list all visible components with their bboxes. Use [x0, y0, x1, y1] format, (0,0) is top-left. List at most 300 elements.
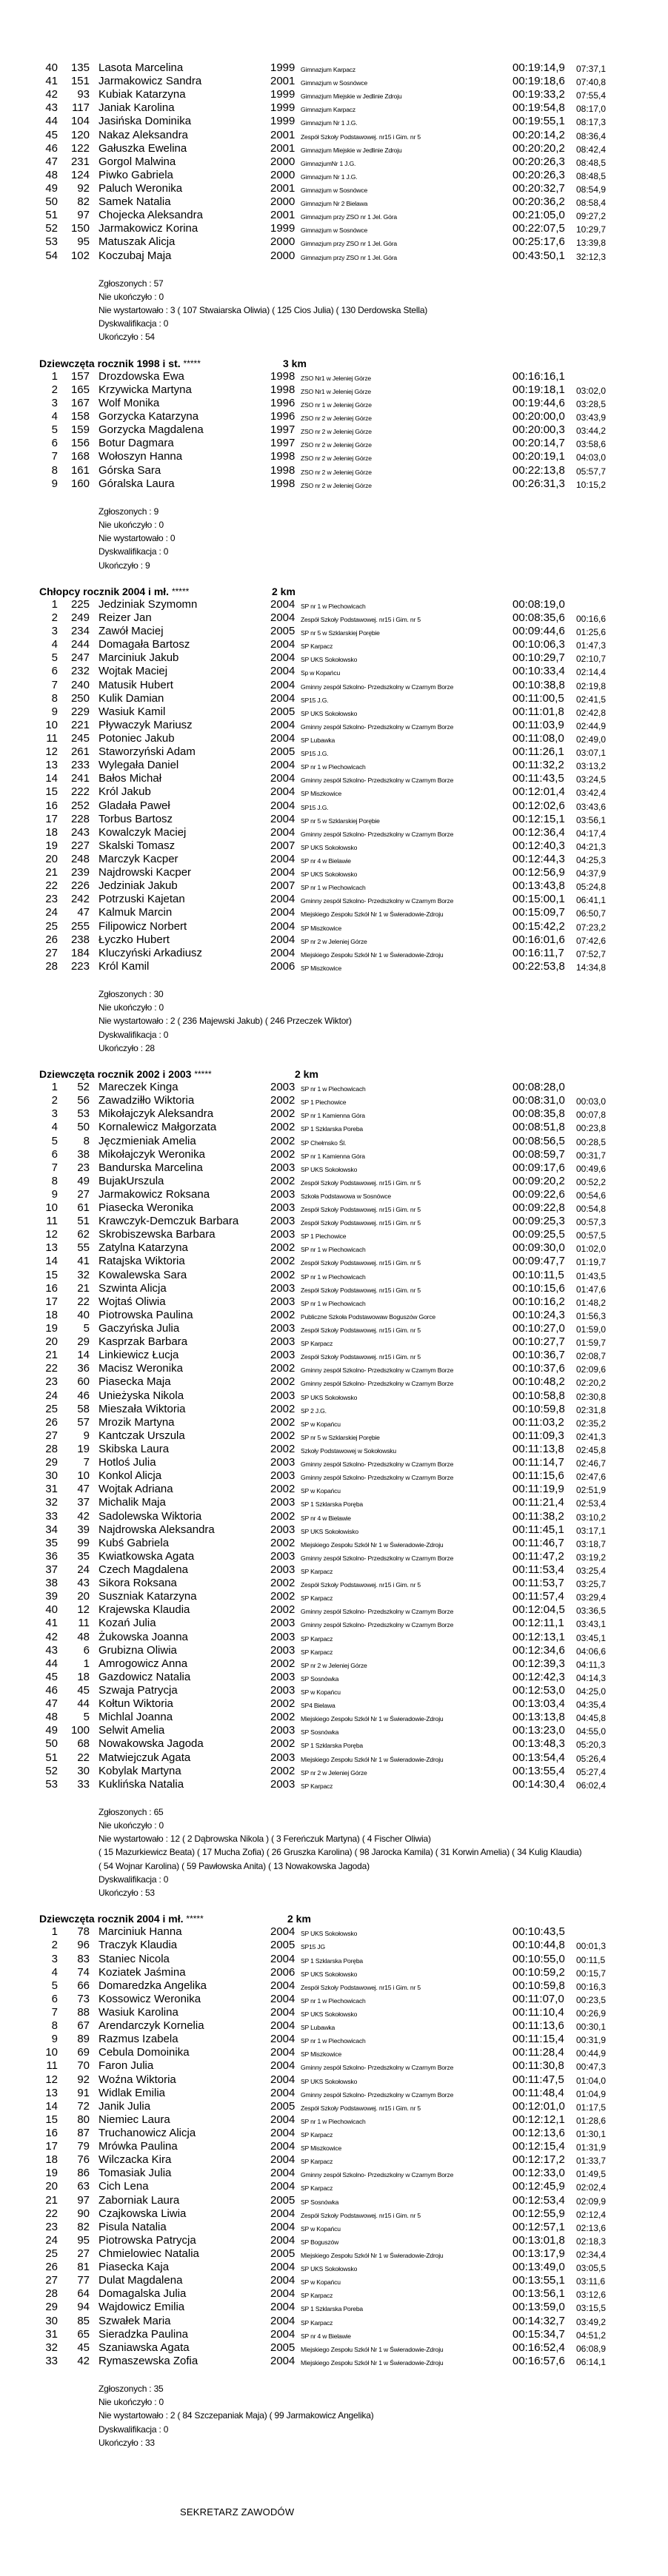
result-row	[0, 879, 668, 893]
result-row	[0, 1228, 668, 1241]
school-cell: Miejskiego Zespołu Szkół Nr 1 w Świeradowie-Zdroju	[301, 2358, 444, 2367]
name-cell: Cebula Domoinika	[98, 2046, 190, 2059]
result-row	[0, 1644, 668, 1657]
time-cell: 00:09:47,7	[512, 1255, 565, 1268]
school-cell: Publiczne Szkoła Podstawowaw Boguszów Gorce	[301, 1312, 435, 1321]
time-cell: 00:11:00,5	[512, 691, 564, 705]
name-cell: Chojecka Aleksandra	[98, 209, 203, 222]
time-cell: 00:13:43,8	[512, 879, 565, 893]
school-cell: Gimnazjum Nr 2 Bielawa	[301, 200, 368, 208]
school-cell: SP 1 Szklarska Poreba	[301, 1125, 364, 1133]
bib-cell: 90	[77, 2207, 90, 2220]
name-cell: Piwko Gabriela	[98, 168, 173, 181]
year-cell: 2004	[270, 731, 295, 745]
diff-cell: 02:45,8	[576, 1445, 607, 1456]
year-cell: 2002	[270, 1402, 295, 1415]
bib-cell: 244	[70, 638, 90, 651]
place-cell: 51	[45, 1751, 58, 1764]
year-cell: 2004	[270, 718, 295, 731]
summary-line: Nie ukończyło : 0	[98, 1002, 164, 1013]
diff-cell: 01:04,9	[576, 2088, 607, 2099]
bib-cell: 184	[70, 946, 90, 959]
diff-cell: 03:25,4	[576, 1566, 607, 1576]
bib-cell: 14	[77, 1349, 90, 1362]
school-cell: SP4 Bielawa	[301, 1702, 335, 1710]
diff-cell: 07:23,2	[576, 922, 607, 933]
name-cell: Arendarczyk Kornelia	[98, 2019, 204, 2033]
diff-cell: 06:41,1	[576, 895, 607, 906]
diff-cell: 04:25,3	[576, 854, 607, 865]
diff-cell: 08:42,4	[576, 144, 607, 155]
bib-cell: 20	[77, 1590, 90, 1603]
time-cell: 00:11:01,8	[512, 705, 564, 718]
diff-cell: 03:49,2	[576, 2316, 607, 2327]
category-stars: *****	[171, 586, 190, 597]
result-row	[0, 1966, 668, 1979]
place-cell: 16	[45, 2127, 58, 2139]
summary-line: Ukończyło : 53	[98, 1887, 155, 1898]
year-cell: 2000	[270, 249, 295, 262]
bib-cell: 9	[83, 1429, 90, 1442]
bib-cell: 82	[77, 195, 90, 209]
time-cell: 00:09:30,0	[512, 1241, 565, 1255]
name-cell: Domagała Bartosz	[98, 638, 190, 651]
bib-cell: 45	[77, 1683, 90, 1697]
category-name: Dziewczęta rocznik 1998 i st.	[39, 357, 181, 369]
bib-cell: 77	[77, 2274, 90, 2287]
diff-cell: 02:10,7	[576, 654, 607, 665]
year-cell: 2003	[270, 1751, 295, 1764]
school-cell: Zespół Szkoły Podstawowej. nr15 i Gim. nr 5	[301, 1983, 421, 1991]
diff-cell: 07:55,4	[576, 90, 607, 101]
result-row	[0, 2207, 668, 2221]
school-cell: Miejskiego Zespołu Szkół Nr 1 w Świeradowie-Zdroju	[301, 2251, 444, 2259]
place-cell: 51	[45, 209, 58, 222]
place-cell: 8	[51, 1174, 58, 1187]
result-row	[0, 598, 668, 611]
diff-cell: 02:14,4	[576, 667, 607, 678]
year-cell: 2000	[270, 155, 295, 168]
diff-cell: 08:36,4	[576, 130, 607, 141]
name-cell: Gazdowicz Natalia	[98, 1670, 191, 1683]
result-row	[0, 1081, 668, 1094]
time-cell: 00:12:01,4	[512, 785, 565, 799]
year-cell: 2005	[270, 1939, 295, 1952]
diff-cell: 01:31,9	[576, 2142, 607, 2153]
result-row	[0, 2328, 668, 2341]
bib-cell: 56	[77, 1094, 90, 1107]
time-cell: 00:12:56,9	[512, 866, 565, 879]
diff-cell: 00:23,5	[576, 1994, 607, 2005]
time-cell: 00:16:57,6	[512, 2354, 565, 2367]
diff-cell: 00:15,7	[576, 1968, 607, 1979]
year-cell: 2002	[270, 1147, 295, 1161]
place-cell: 3	[51, 396, 58, 409]
name-cell: Linkiewicz Łucja	[98, 1349, 179, 1362]
bib-cell: 252	[70, 799, 90, 812]
name-cell: Kwiatkowska Agata	[98, 1549, 195, 1563]
diff-cell: 03:10,2	[576, 1512, 607, 1523]
name-cell: Czech Magdalena	[98, 1563, 188, 1576]
place-cell: 44	[45, 115, 58, 128]
bib-cell: 1	[83, 1657, 90, 1670]
bib-cell: 61	[77, 1201, 90, 1215]
school-cell: SP Sosnówka	[301, 1674, 339, 1683]
result-row	[0, 1671, 668, 1684]
result-row	[0, 1523, 668, 1537]
place-cell: 6	[51, 1147, 58, 1161]
diff-cell: 03:58,6	[576, 439, 607, 450]
result-row	[0, 370, 668, 383]
bib-cell: 27	[77, 1187, 90, 1201]
place-cell: 12	[45, 1228, 58, 1241]
diff-cell: 07:40,8	[576, 77, 607, 88]
place-cell: 26	[45, 2261, 58, 2274]
diff-cell: 05:24,8	[576, 882, 607, 893]
place-cell: 1	[51, 369, 58, 383]
name-cell: Ratajska Wiktoria	[98, 1255, 185, 1268]
school-cell: Gimnazjum Miejskie w Jedlinie Zdroju	[301, 146, 402, 154]
result-row	[0, 813, 668, 826]
bib-cell: 62	[77, 1228, 90, 1241]
year-cell: 2002	[270, 1121, 295, 1134]
place-cell: 4	[51, 410, 58, 423]
school-cell: SP Karpacz	[301, 1634, 333, 1643]
result-row	[0, 1429, 668, 1443]
name-cell: Cich Lena	[98, 2180, 149, 2193]
school-cell: SP Karpacz	[301, 1568, 333, 1575]
time-cell: 00:11:15,6	[512, 1469, 564, 1483]
bib-cell: 11	[78, 1617, 90, 1630]
time-cell: 00:11:28,4	[512, 2046, 564, 2059]
diff-cell: 03:11,6	[576, 2276, 606, 2287]
place-cell: 15	[45, 785, 58, 799]
school-cell: Gminny zespół Szkolno- Przedszkolny w Czarnym Borze	[301, 1554, 454, 1562]
school-cell: SP Karpacz	[301, 2318, 333, 2327]
bib-cell: 159	[70, 423, 90, 437]
school-cell: GimnazjumNr 1 J.G.	[301, 159, 356, 167]
year-cell: 2002	[270, 1657, 295, 1670]
name-cell: Wojtak Maciej	[98, 665, 168, 678]
result-row	[0, 2247, 668, 2261]
time-cell: 00:08:51,8	[512, 1121, 565, 1134]
school-cell: SP15 J.G.	[301, 750, 329, 758]
diff-cell: 01:30,1	[576, 2129, 607, 2139]
time-cell: 00:11:09,3	[512, 1429, 564, 1442]
name-cell: Botur Dagmara	[98, 437, 174, 450]
school-cell: SP UKS Sokołowsko	[301, 1970, 358, 1978]
result-row	[0, 1765, 668, 1778]
school-cell: Zespół Szkoły Podstawowej. nr15 i Gim. nr 5	[301, 1259, 421, 1267]
name-cell: Matwiejczuk Agata	[98, 1751, 191, 1764]
diff-cell: 02:09,6	[576, 1364, 607, 1375]
diff-cell: 05:27,4	[576, 1766, 607, 1777]
school-cell: Gminny zespół Szkolno- Przedszkolny w Czarnym Borze	[301, 777, 454, 785]
summary-line: Zgłoszonych : 30	[98, 988, 164, 999]
result-row	[0, 2355, 668, 2368]
time-cell: 00:19:44,6	[512, 396, 565, 409]
place-cell: 20	[45, 852, 58, 865]
school-cell: SP w Kopańcu	[301, 2224, 341, 2233]
diff-cell: 04:37,9	[576, 868, 607, 879]
place-cell: 40	[45, 61, 58, 74]
bib-cell: 248	[70, 852, 90, 865]
result-row	[0, 1107, 668, 1121]
result-row	[0, 1751, 668, 1765]
diff-cell: 04:55,0	[576, 1726, 607, 1737]
time-cell: 00:11:32,2	[512, 759, 564, 772]
result-row	[0, 1483, 668, 1496]
bib-cell: 72	[77, 2099, 90, 2113]
time-cell: 00:08:35,8	[512, 1107, 565, 1121]
place-cell: 4	[51, 1121, 58, 1134]
time-cell: 00:11:53,4	[512, 1563, 564, 1576]
bib-cell: 100	[70, 1724, 90, 1737]
time-cell: 00:20:00,3	[512, 423, 565, 437]
bib-cell: 27	[77, 2247, 90, 2260]
place-cell: 16	[45, 799, 58, 812]
name-cell: Król Jakub	[98, 785, 151, 799]
school-cell: Zespół Szkoły Podstawowej. nr15 i Gim. nr 5	[301, 1219, 421, 1227]
result-row	[0, 397, 668, 410]
result-row	[0, 625, 668, 638]
place-cell: 21	[45, 1349, 58, 1362]
year-cell: 2002	[270, 1509, 295, 1523]
result-row	[0, 920, 668, 933]
result-row	[0, 839, 668, 853]
bib-cell: 10	[77, 1469, 90, 1483]
bib-cell: 46	[77, 1389, 90, 1402]
bib-cell: 97	[77, 209, 90, 222]
year-cell: 2004	[270, 2301, 295, 2314]
time-cell: 00:43:50,1	[512, 249, 565, 262]
bib-cell: 250	[70, 691, 90, 705]
diff-cell: 03:05,5	[576, 2263, 607, 2274]
diff-cell: 03:19,2	[576, 1552, 607, 1563]
time-cell: 00:12:40,3	[512, 839, 565, 852]
result-row	[0, 692, 668, 705]
place-cell: 8	[51, 463, 58, 477]
result-row	[0, 464, 668, 477]
year-cell: 2004	[270, 597, 295, 611]
time-cell: 00:11:26,1	[512, 745, 564, 759]
summary-line: Zgłoszonych : 65	[98, 1806, 164, 1817]
bib-cell: 55	[77, 1241, 90, 1255]
bib-cell: 97	[77, 2193, 90, 2207]
year-cell: 2001	[270, 75, 295, 88]
diff-cell: 13:39,8	[576, 238, 607, 249]
bib-cell: 42	[77, 2354, 90, 2367]
year-cell: 1997	[270, 437, 295, 450]
school-cell: Gminny zespół Szkolno- Przedszkolny w Czarnym Borze	[301, 830, 454, 838]
name-cell: Samek Natalia	[98, 195, 171, 209]
year-cell: 2004	[270, 2059, 295, 2073]
school-cell: SP 1 Piechowice	[301, 1099, 347, 1107]
name-cell: Pisula Natalia	[98, 2220, 167, 2233]
school-cell: Miejskiego Zespołu Szkół Nr 1 w Świeradowie-Zdroju	[301, 2345, 444, 2353]
result-row	[0, 933, 668, 947]
time-cell: 00:20:00,0	[512, 410, 565, 423]
name-cell: Marciniuk Jakub	[98, 651, 179, 665]
time-cell: 00:16:01,6	[512, 933, 565, 946]
time-cell: 00:09:20,2	[512, 1174, 565, 1187]
result-row	[0, 1215, 668, 1228]
name-cell: Jarmakowicz Sandra	[98, 75, 202, 88]
result-row	[0, 719, 668, 732]
place-cell: 31	[45, 1483, 58, 1496]
bib-cell: 53	[77, 1107, 90, 1121]
place-cell: 25	[45, 1402, 58, 1415]
time-cell: 00:13:55,4	[512, 1764, 565, 1777]
name-cell: Krzywicka Martyna	[98, 383, 192, 396]
results-section	[0, 1912, 668, 2449]
time-cell: 00:09:25,5	[512, 1228, 565, 1241]
time-cell: 00:12:15,1	[512, 812, 565, 825]
year-cell: 1997	[270, 423, 295, 437]
diff-cell: 00:47,3	[576, 2062, 607, 2073]
result-row	[0, 2113, 668, 2127]
name-cell: Czajkowska Liwia	[98, 2207, 187, 2220]
time-cell: 00:09:44,6	[512, 625, 565, 638]
signature-label: SEKRETARZ ZAWODÓW	[180, 2506, 295, 2518]
name-cell: Jarmakowicz Roksana	[98, 1187, 210, 1201]
school-cell: SP Sosnówka	[301, 2198, 339, 2206]
diff-cell: 05:26,4	[576, 1753, 607, 1764]
diff-cell: 00:31,9	[576, 2035, 607, 2046]
year-cell: 2004	[270, 1992, 295, 2005]
place-cell: 1	[51, 597, 58, 611]
school-cell: Sp w Kopańcu	[301, 669, 341, 677]
result-row	[0, 906, 668, 919]
bib-cell: 33	[77, 1777, 90, 1791]
year-cell: 2004	[270, 785, 295, 799]
school-cell: SP UKS Sokołowsko	[301, 871, 358, 879]
name-cell: Staworzyński Adam	[98, 745, 196, 759]
result-row	[0, 423, 668, 437]
bib-cell: 225	[70, 597, 90, 611]
year-cell: 2003	[270, 1389, 295, 1402]
name-cell: Grubizna Oliwia	[98, 1643, 177, 1657]
bib-cell: 79	[77, 2140, 90, 2153]
time-cell: 00:22:13,8	[512, 463, 565, 477]
place-cell: 41	[45, 75, 58, 88]
time-cell: 00:10:38,8	[512, 678, 565, 691]
result-row	[0, 61, 668, 75]
school-cell: SP 2 J.G.	[301, 1406, 327, 1415]
name-cell: Gorzycka Magdalena	[98, 423, 204, 437]
time-cell: 00:08:56,5	[512, 1134, 565, 1147]
place-cell: 2	[51, 383, 58, 396]
bib-cell: 233	[70, 759, 90, 772]
school-cell: SP nr 1 w Piechowicach	[301, 602, 366, 610]
name-cell: Piotrowska Paulina	[98, 1308, 193, 1321]
school-cell: SP nr 1 Kamienna Góra	[301, 1152, 365, 1160]
school-cell: Gminny zespół Szkolno- Przedszkolny w Czarnym Borze	[301, 2064, 454, 2072]
school-cell: Zespół Szkoły Podstawowej. nr15 i Gim. nr 5	[301, 1178, 421, 1187]
place-cell: 35	[45, 1536, 58, 1549]
school-cell: Gimnazjum przy ZSO nr 1 Jel. Góra	[301, 253, 397, 261]
school-cell: Gimnazjum w Sosnówce	[301, 79, 368, 87]
name-cell: Król Kamil	[98, 959, 150, 973]
bib-cell: 157	[70, 369, 90, 383]
bib-cell: 58	[77, 1402, 90, 1415]
diff-cell: 01:48,2	[576, 1297, 607, 1308]
result-row	[0, 2127, 668, 2140]
year-cell: 2003	[270, 1215, 295, 1228]
bib-cell: 243	[70, 825, 90, 839]
year-cell: 2004	[270, 2019, 295, 2033]
place-cell: 22	[45, 879, 58, 893]
year-cell: 2004	[270, 2287, 295, 2301]
school-cell: Gminny zespół Szkolno- Przedszkolny w Czarnym Borze	[301, 1608, 454, 1616]
place-cell: 17	[45, 1295, 58, 1308]
time-cell: 00:12:12,1	[512, 2113, 565, 2126]
year-cell: 2003	[270, 1643, 295, 1657]
bib-cell: 234	[70, 625, 90, 638]
time-cell: 00:11:19,9	[512, 1483, 564, 1496]
name-cell: Torbus Bartosz	[98, 812, 173, 825]
result-row	[0, 785, 668, 799]
place-cell: 52	[45, 1764, 58, 1777]
time-cell: 00:11:14,7	[512, 1456, 564, 1469]
year-cell: 2003	[270, 1161, 295, 1174]
result-row	[0, 1537, 668, 1550]
school-cell: SP UKS Sokołowsko	[301, 2077, 358, 2085]
year-cell: 2004	[270, 772, 295, 785]
place-cell: 11	[46, 731, 58, 745]
time-cell: 00:12:33,0	[512, 2167, 565, 2180]
place-cell: 11	[46, 1215, 58, 1228]
name-cell: Pływaczyk Mariusz	[98, 718, 193, 731]
category-stars: *****	[194, 1068, 212, 1079]
bib-cell: 88	[77, 2006, 90, 2019]
result-row	[0, 129, 668, 142]
year-cell: 2003	[270, 1617, 295, 1630]
name-cell: Kozań Julia	[98, 1617, 156, 1630]
bib-cell: 226	[70, 879, 90, 893]
result-row	[0, 611, 668, 625]
school-cell: SP nr 1 w Piechowicach	[301, 1299, 366, 1307]
bib-cell: 247	[70, 651, 90, 665]
year-cell: 2003	[270, 1081, 295, 1094]
section-header	[0, 1067, 668, 1081]
time-cell: 00:12:02,6	[512, 799, 565, 812]
result-row	[0, 947, 668, 960]
bib-cell: 241	[70, 772, 90, 785]
name-cell: Skrobiszewska Barbara	[98, 1228, 216, 1241]
time-cell: 00:12:53,4	[512, 2193, 565, 2207]
diff-cell: 00:26,9	[576, 2008, 607, 2019]
school-cell: SP nr 4 w Bielawie	[301, 1514, 351, 1522]
summary-line: Nie wystartowało : 2 ( 236 Majewski Jakub) ( 246 Przeczek Wiktor)	[98, 1016, 352, 1027]
name-cell: Domaredzka Angelika	[98, 1979, 207, 1992]
name-cell: Mrówka Paulina	[98, 2140, 178, 2153]
place-cell: 2	[51, 611, 58, 624]
result-row	[0, 1443, 668, 1456]
time-cell: 00:26:31,3	[512, 477, 565, 490]
summary-line: Nie wystartowało : 0	[98, 533, 176, 544]
bib-cell: 30	[77, 1764, 90, 1777]
result-row	[0, 2073, 668, 2087]
year-cell: 2003	[270, 1670, 295, 1683]
name-cell: Skalski Tomasz	[98, 839, 176, 852]
summary-line: ( 54 Wojnar Karolina) ( 59 Pawłowska Anita) ( 13 Nowakowska Jagoda)	[98, 1860, 370, 1871]
place-cell: 37	[45, 1563, 58, 1576]
diff-cell: 03:15,5	[576, 2303, 607, 2314]
diff-cell: 08:48,5	[576, 157, 607, 168]
result-row	[0, 410, 668, 423]
bib-cell: 240	[70, 678, 90, 691]
